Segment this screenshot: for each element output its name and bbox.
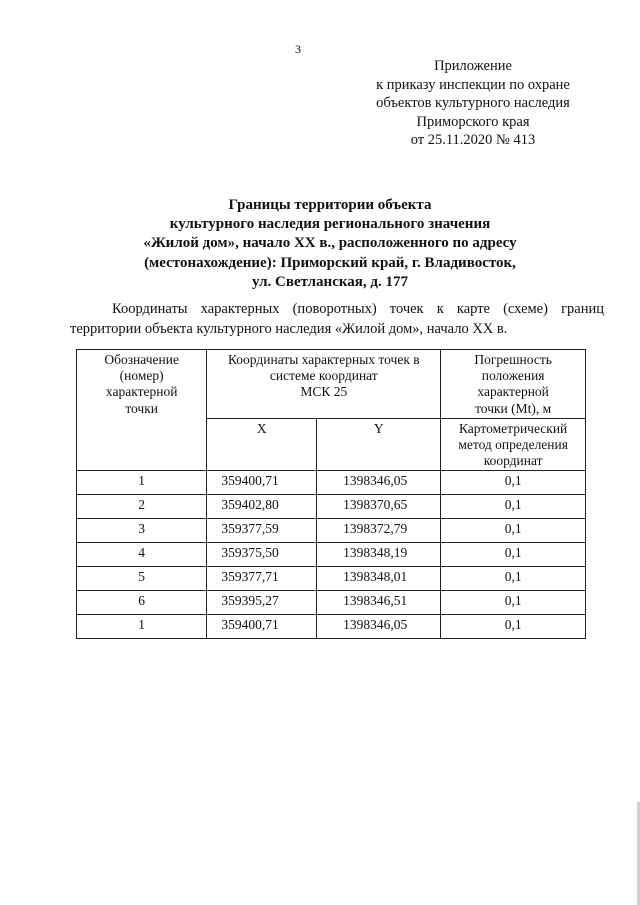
accuracy-cell: 0,1 [441, 591, 586, 615]
title-line: (местонахождение): Приморский край, г. Владивосток, [144, 254, 516, 271]
point-number-cell: 5 [77, 567, 207, 591]
header-designation: Обозначение (номер) характерной точки [77, 350, 207, 471]
y-coordinate-cell: 1398348,01 [317, 567, 441, 591]
point-number-cell: 4 [77, 543, 207, 567]
accuracy-cell: 0,1 [441, 567, 586, 591]
appendix-block [330, 57, 616, 150]
accuracy-cell: 0,1 [441, 471, 586, 495]
page-number: 3 [295, 42, 301, 56]
table-row [77, 543, 586, 567]
y-coordinate-cell: 1398346,51 [317, 591, 441, 615]
coordinates-table [76, 349, 586, 639]
table-body [77, 471, 586, 639]
title-line: культурного наследия регионального значения [169, 216, 491, 233]
y-coordinate-cell: 1398370,65 [317, 495, 441, 519]
header-method: Картометрический метод определения координат [441, 418, 586, 471]
appendix-line: от 25.11.2020 № 413 [410, 132, 536, 149]
point-number-cell: 3 [77, 519, 207, 543]
document-title [60, 196, 600, 292]
x-coordinate-cell: 359400,71 [207, 471, 317, 495]
accuracy-cell: 0,1 [441, 615, 586, 639]
y-coordinate-cell: 1398346,05 [317, 471, 441, 495]
y-coordinate-cell: 1398346,05 [317, 615, 441, 639]
point-number-cell: 6 [77, 591, 207, 615]
accuracy-cell: 0,1 [441, 519, 586, 543]
title-line: «Жилой дом», начало XX в., расположенного по адресу [143, 235, 517, 252]
x-coordinate-cell: 359377,59 [207, 519, 317, 543]
x-coordinate-cell: 359377,71 [207, 567, 317, 591]
header-x: X [207, 418, 317, 471]
table-row [77, 591, 586, 615]
title-line: ул. Светланская, д. 177 [252, 273, 408, 290]
accuracy-cell: 0,1 [441, 543, 586, 567]
point-number-cell: 1 [77, 615, 207, 639]
y-coordinate-cell: 1398348,19 [317, 543, 441, 567]
accuracy-cell: 0,1 [441, 495, 586, 519]
table-row [77, 519, 586, 543]
y-coordinate-cell: 1398372,79 [317, 519, 441, 543]
table-row [77, 495, 586, 519]
x-coordinate-cell: 359402,80 [207, 495, 317, 519]
point-number-cell: 1 [77, 471, 207, 495]
x-coordinate-cell: 359375,50 [207, 543, 317, 567]
appendix-line: объектов культурного наследия [376, 95, 570, 112]
title-line: Границы территории объекта [228, 197, 432, 213]
appendix-line: к приказу инспекции по охране [376, 76, 570, 93]
table-row [77, 567, 586, 591]
intro-paragraph: Координаты характерных (поворотных) точек к карте (схеме) границ территории объекта культурного наследия «Жилой дом», начало XX в. [70, 301, 604, 337]
point-number-cell: 2 [77, 495, 207, 519]
table-header-row [77, 350, 586, 419]
header-coordinates: Координаты характерных точек в системе координат МСК 25 [207, 350, 441, 419]
table-row [77, 471, 586, 495]
table-row [77, 615, 586, 639]
x-coordinate-cell: 359395,27 [207, 591, 317, 615]
header-accuracy: Погрешность положения характерной точки (Mt), м [441, 350, 586, 419]
x-coordinate-cell: 359400,71 [207, 615, 317, 639]
header-y: Y [317, 418, 441, 471]
appendix-line: Приложение [434, 58, 512, 74]
appendix-line: Приморского края [416, 113, 530, 130]
